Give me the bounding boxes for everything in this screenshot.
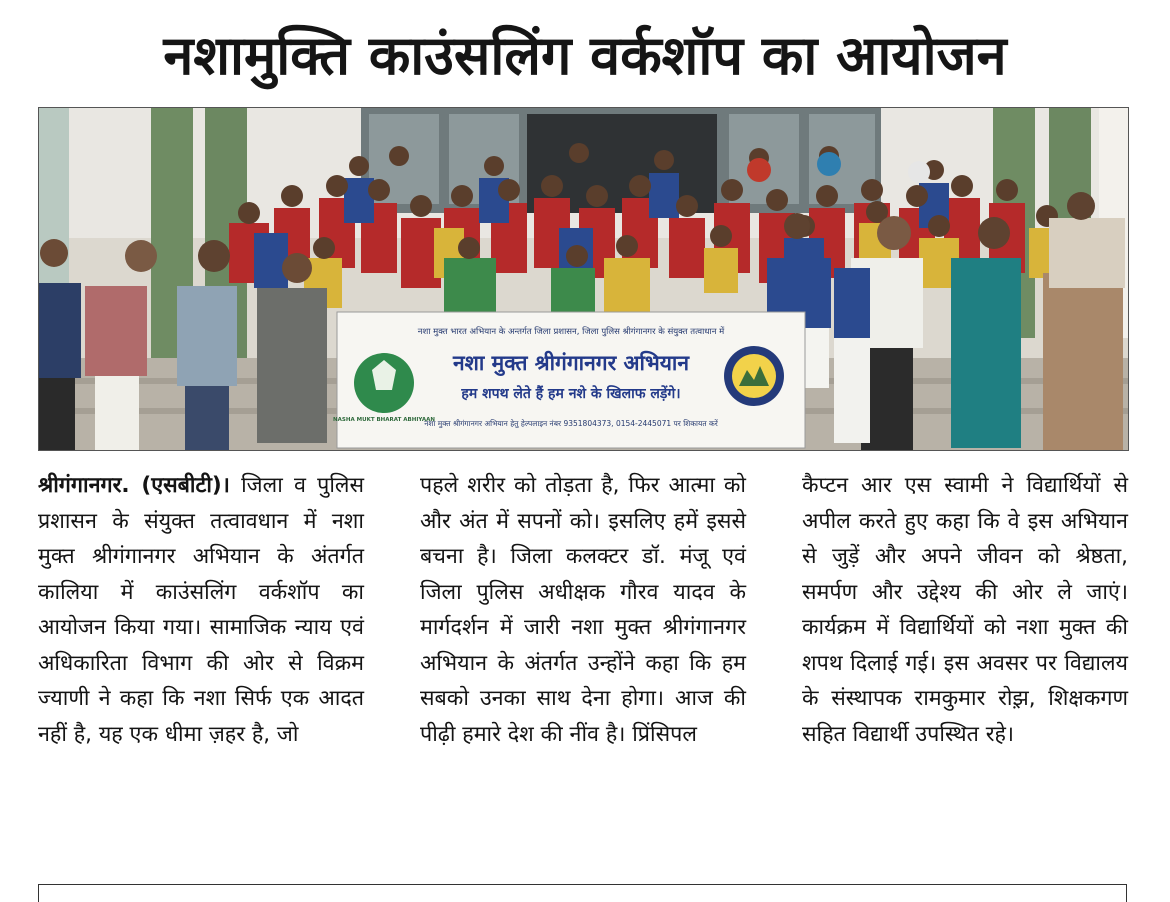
banner-pledge: हम शपथ लेते हैं हम नशे के खिलाफ लड़ेंगे। [461, 386, 681, 402]
column-2-text: पहले शरीर को तोड़ता है, फिर आत्मा को और अंत में सपनों को। इसलिए हमें इससे बचना है। जिला कलक्टर डॉ. मंजू एवं जिला पुलिस अधीक्षक गौरव यादव के मार्गदर्शन में जारी नशा मुक्त श्रीगंगानगर अभियान के अंतर्गत उन्होंने कहा कि हम सबको उनका साथ देना होगा। आज की पीढ़ी हमारे देश की नींव है। प्रिंसिपल [420, 473, 746, 747]
headline: नशामुक्ति काउंसलिंग वर्कशॉप का आयोजन [163, 24, 1007, 87]
column-1-text: जिला व पुलिस प्रशासन के संयुक्त तत्वावधान में नशा मुक्त श्रीगंगानगर अभियान के अंतर्गत कालिया में काउंसलिंग वर्कशॉप का आयोजन किया गया। सामाजिक न्याय एवं अधिकारिता विभाग की ओर से विक्रम ज्याणी ने कहा कि नशा सिर्फ एक आदत नहीं है, यह एक धीमा ज़हर है, जो [38, 473, 364, 747]
dateline: श्रीगंगानगर. (एसबीटी)। [38, 473, 230, 498]
article-column-3 [802, 468, 1128, 752]
banner-footer: नशा मुक्त श्रीगंगानगर अभियान हेतु हेल्पलाइन नंबर 9351804373, 0154-2445071 पर शिकायत करें [424, 419, 718, 428]
banner-left-logo-text: NASHA MUKT BHARAT ABHIYAAN [333, 417, 435, 423]
banner-title: नशा मुक्त श्रीगंगानगर अभियान [452, 351, 690, 375]
column-3-text: कैप्टन आर एस स्वामी ने विद्यार्थियों से अपील करते हुए कहा कि वे इस अभियान से जुड़ें और अपने जीवन को श्रेष्ठता, समर्पण और उद्देश्य की ओर ले जाएं। कार्यक्रम में विद्यार्थियों को नशा मुक्त की शपथ दिलाई गई। इस अवसर पर विद्यालय के संस्थापक रामकुमार रोझ़, शिक्षकगण सहित विद्यार्थी उपस्थित रहे। [802, 473, 1128, 747]
banner-top-line: नशा मुक्त भारत अभियान के अन्तर्गत जिला प्रशासन, जिला पुलिस श्रीगंगानगर के संयुक्त तत्वाधान में [417, 327, 725, 337]
article-column-1 [38, 468, 364, 752]
pledge-banner [333, 312, 805, 448]
group-photo [38, 107, 1129, 451]
bottom-border [38, 884, 1127, 902]
article-column-2 [420, 468, 746, 752]
